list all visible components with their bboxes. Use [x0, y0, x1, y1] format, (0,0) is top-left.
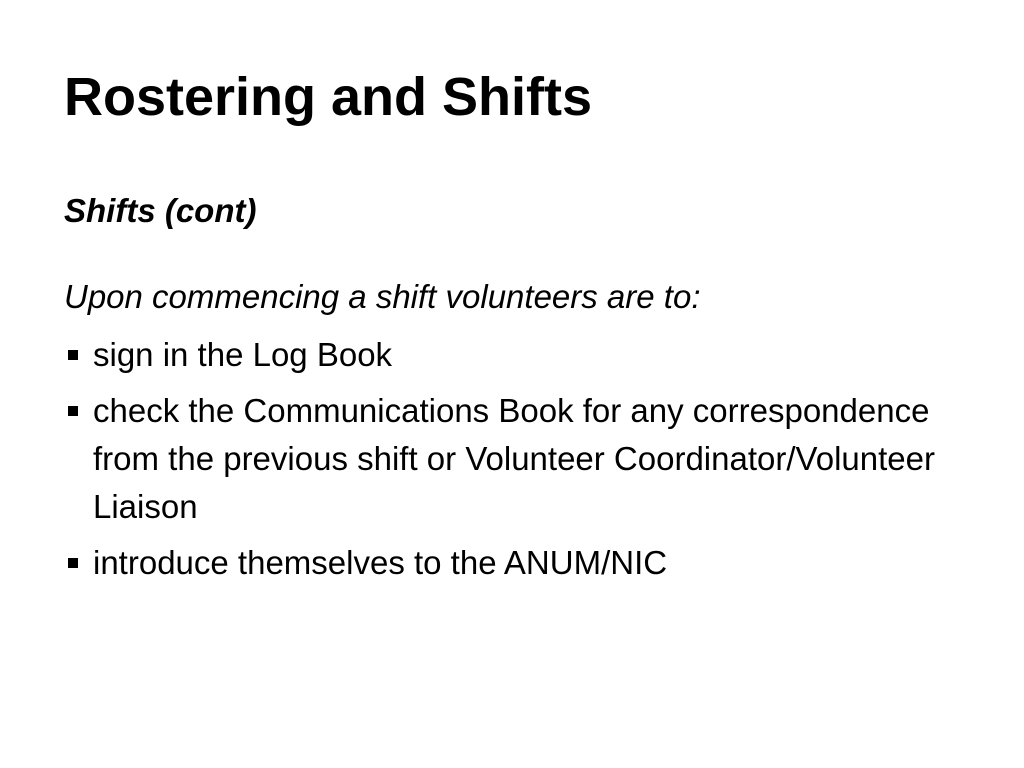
slide-title: Rostering and Shifts — [64, 67, 593, 127]
bullet-text: check the Communications Book for any correspondence from the previous shift or Volunteer Coordinator/Volunteer Liaison — [93, 392, 935, 525]
intro-text: Upon commencing a shift volunteers are to: — [64, 278, 701, 315]
bullet-item-3 — [64, 539, 964, 587]
bullet-item-1 — [64, 331, 964, 379]
square-bullet-icon — [68, 406, 78, 416]
bullet-item-2 — [64, 387, 964, 531]
bullet-text: introduce themselves to the ANUM/NIC — [93, 544, 668, 581]
bullet-list — [64, 331, 964, 595]
square-bullet-icon — [68, 350, 78, 360]
square-bullet-icon — [68, 558, 78, 568]
slide-subtitle: Shifts (cont) — [64, 192, 257, 229]
bullet-text: sign in the Log Book — [93, 336, 393, 373]
